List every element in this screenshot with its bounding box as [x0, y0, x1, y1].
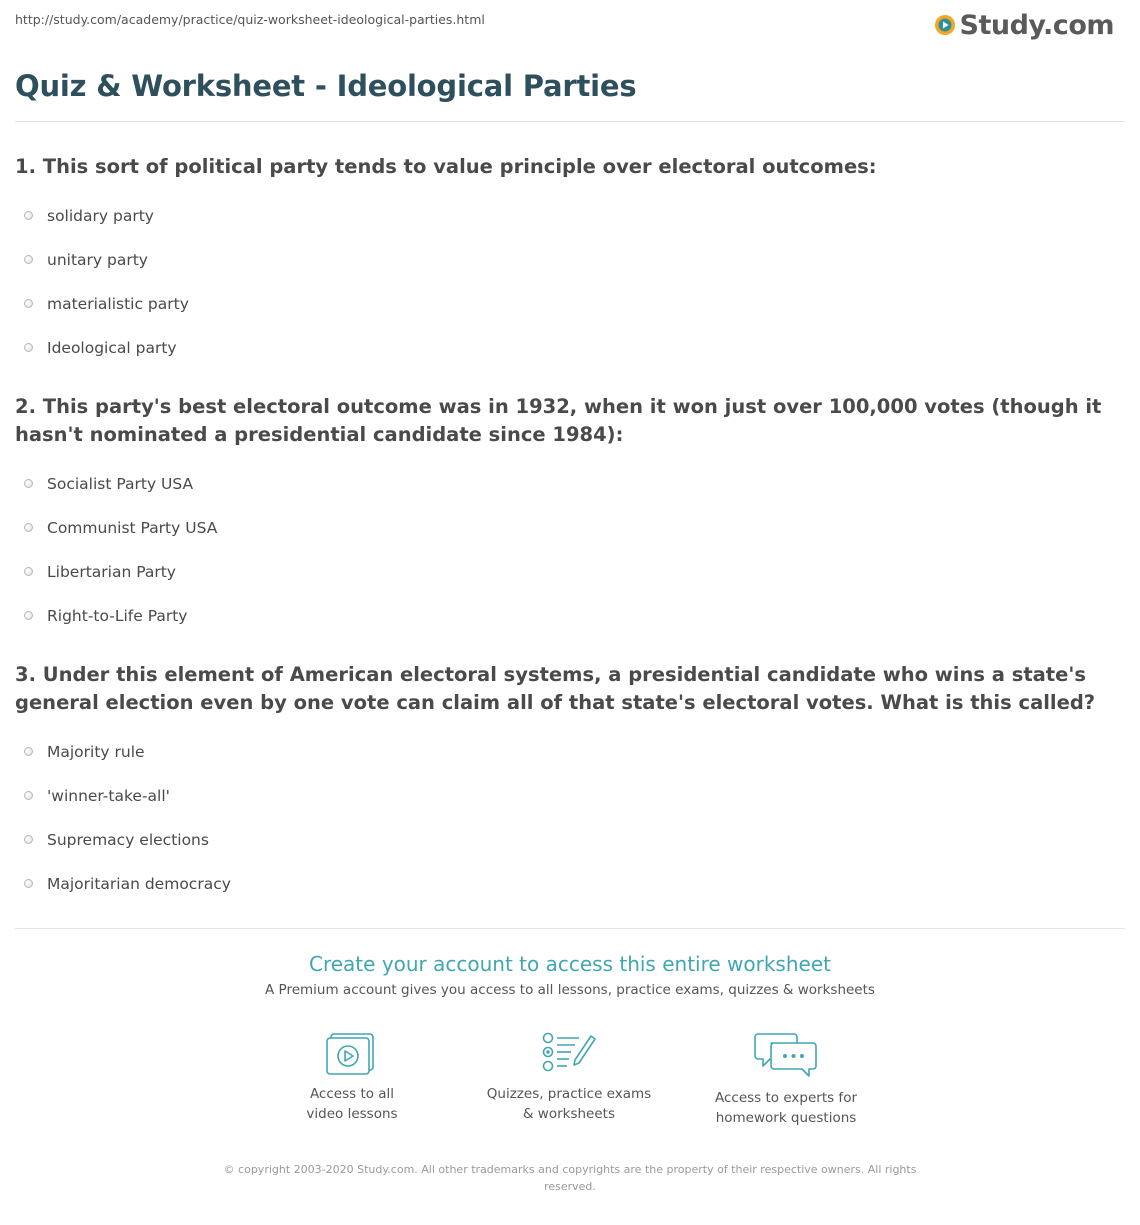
question-text: 1. This sort of political party tends to value principle over electoral outcomes: — [15, 155, 877, 178]
question-text: 3. Under this element of American electoral systems, a presidential candidate who wins a state's general election even by one vote can claim all of that state's electoral votes. What is this called? — [15, 663, 1096, 714]
premium-description: A Premium account gives you access to all lessons, practice exams, quizzes & worksheets — [265, 982, 875, 998]
radio-button[interactable] — [24, 835, 33, 844]
feature-label-line: Access to all — [309, 1086, 395, 1102]
answer-option[interactable] — [15, 282, 1127, 326]
copyright-text: © copyright 2003-2020 Study.com. All other trademarks and copyrights are the property of their respective owners. All rights reserved. — [223, 1163, 917, 1193]
answer-option[interactable] — [15, 326, 1127, 370]
answer-options — [15, 462, 1127, 638]
feature-label-line: & worksheets — [522, 1106, 615, 1122]
answer-option[interactable] — [15, 818, 1127, 862]
answer-label: Majority rule — [47, 743, 145, 761]
feature-label-line: Access to experts for — [714, 1090, 857, 1106]
answer-label: Communist Party USA — [47, 519, 218, 537]
page-title: Quiz & Worksheet - Ideological Parties — [15, 69, 637, 103]
quiz-checklist-icon — [541, 1030, 597, 1076]
feature-label — [252, 1084, 452, 1124]
answer-option[interactable] — [15, 730, 1127, 774]
answer-option[interactable] — [15, 194, 1127, 238]
radio-button[interactable] — [24, 879, 33, 888]
page-url: http://study.com/academy/practice/quiz-worksheet-ideological-parties.html — [15, 12, 485, 27]
radio-button[interactable] — [24, 479, 33, 488]
answer-label: Libertarian Party — [47, 563, 176, 581]
feature-label — [469, 1084, 669, 1124]
create-account-link[interactable]: Create your account to access this entire worksheet — [309, 952, 831, 976]
feature-experts — [686, 1030, 886, 1128]
answer-label: Supremacy elections — [47, 831, 209, 849]
feature-quizzes — [469, 1030, 669, 1124]
feature-label-line: video lessons — [306, 1106, 398, 1122]
radio-button[interactable] — [24, 343, 33, 352]
radio-button[interactable] — [24, 611, 33, 620]
divider — [15, 121, 1125, 122]
answer-option[interactable] — [15, 506, 1127, 550]
answer-options — [15, 194, 1127, 370]
answer-label: materialistic party — [47, 295, 189, 313]
radio-button[interactable] — [24, 211, 33, 220]
answer-label: solidary party — [47, 207, 154, 225]
question-3 — [15, 661, 1127, 906]
answer-label: Right-to-Life Party — [47, 607, 188, 625]
answer-label: 'winner-take-all' — [47, 787, 170, 805]
logo-play-icon — [934, 14, 956, 36]
divider — [15, 928, 1125, 929]
feature-label — [686, 1088, 886, 1128]
answer-option[interactable] — [15, 550, 1127, 594]
answer-option[interactable] — [15, 238, 1127, 282]
study-logo[interactable] — [934, 8, 1114, 42]
answer-option[interactable] — [15, 774, 1127, 818]
video-lessons-icon — [325, 1030, 379, 1076]
radio-button[interactable] — [24, 523, 33, 532]
radio-button[interactable] — [24, 255, 33, 264]
feature-label-line: homework questions — [715, 1110, 857, 1126]
answer-option[interactable] — [15, 462, 1127, 506]
radio-button[interactable] — [24, 567, 33, 576]
answer-option[interactable] — [15, 862, 1127, 906]
radio-button[interactable] — [24, 747, 33, 756]
answer-label: unitary party — [47, 251, 148, 269]
feature-label-line: Quizzes, practice exams — [486, 1086, 652, 1102]
question-text: 2. This party's best electoral outcome was in 1932, when it won just over 100,000 votes (though it hasn't nominated a presidential candidate since 1984): — [15, 395, 1102, 446]
radio-button[interactable] — [24, 791, 33, 800]
question-2 — [15, 393, 1127, 638]
answer-label: Ideological party — [47, 339, 177, 357]
answer-label: Socialist Party USA — [47, 475, 194, 493]
answer-option[interactable] — [15, 594, 1127, 638]
logo-text: Study.com — [959, 9, 1114, 41]
chat-bubbles-icon — [754, 1030, 818, 1080]
answer-label: Majoritarian democracy — [47, 875, 231, 893]
feature-video-lessons — [252, 1030, 452, 1124]
question-1 — [15, 153, 1127, 370]
radio-button[interactable] — [24, 299, 33, 308]
answer-options — [15, 730, 1127, 906]
